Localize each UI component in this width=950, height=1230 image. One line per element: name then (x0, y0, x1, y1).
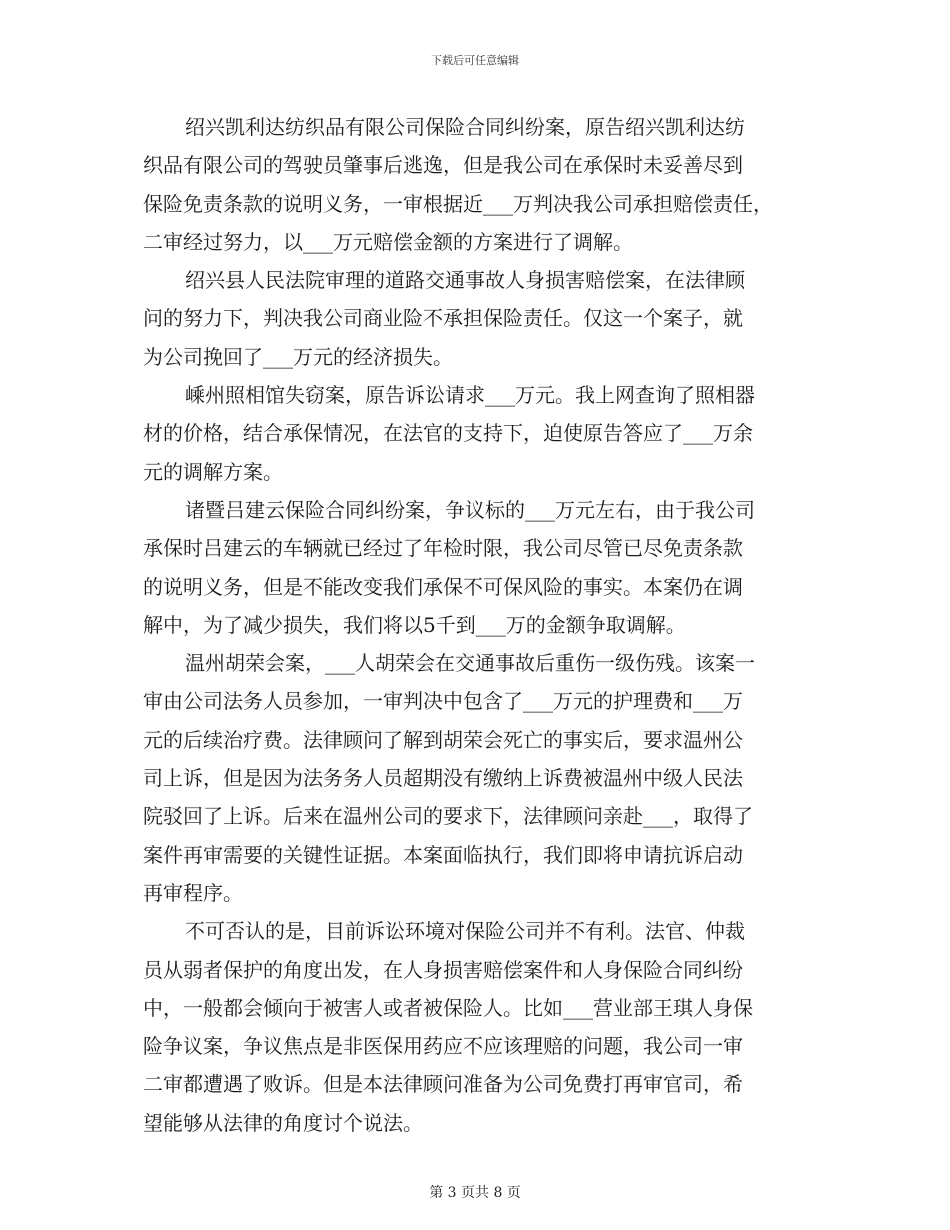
page-number-footer: 第 3 页共 8 页 (429, 1185, 521, 1201)
paragraph-line: 不可否认的是，目前诉讼环境对保险公司并不有利。法官、仲裁 (185, 919, 745, 944)
paragraph-line: 问的努力下，判决我公司商业险不承担保险责任。仅这一个案子，就 (143, 306, 743, 331)
paragraph-line: 审由公司法务人员参加，一审判决中包含了___万元的护理费和___万 (143, 689, 743, 714)
paragraph-line: 保险免责条款的说明义务，一审根据近___万判决我公司承担赔偿责任， (143, 191, 773, 216)
paragraph-line: 元的调解方案。 (143, 459, 283, 484)
paragraph-line: 为公司挽回了___万元的经济损失。 (143, 344, 453, 369)
paragraph-shengzhou-photo-case (143, 376, 813, 491)
paragraph-line: 望能够从法律的角度讨个说法。 (143, 1110, 423, 1135)
paragraph-shaoxing-court-case (143, 261, 813, 376)
paragraph-wenzhou-case (143, 644, 813, 912)
paragraph-line: 解中，为了减少损失，我们将以5千到___万的金额争取调解。 (143, 612, 686, 637)
paragraph-line: 员从弱者保护的角度出发，在人身损害赔偿案件和人身保险合同纠纷 (143, 957, 743, 982)
document-body (143, 108, 813, 1142)
paragraph-line: 材的价格，结合承保情况，在法官的支持下，迫使原告答应了___万余 (143, 421, 753, 446)
paragraph-line: 险争议案，争议焦点是非医保用药应不应该理赔的问题，我公司一审 (143, 1034, 743, 1059)
page-header-note: 下载后可任意编辑 (431, 54, 519, 67)
paragraph-line: 温州胡荣会案，___人胡荣会在交通事故后重伤一级伤残。该案一 (185, 651, 755, 676)
paragraph-line: 院驳回了上诉。后来在温州公司的要求下，法律顾问亲赴___，取得了 (143, 804, 753, 829)
paragraph-zhuji-case (143, 491, 813, 644)
paragraph-line: 绍兴县人民法院审理的道路交通事故人身损害赔偿案，在法律顾 (185, 268, 745, 293)
paragraph-line: 承保时吕建云的车辆就已经过了年检时限，我公司尽管已尽免责条款 (143, 536, 743, 561)
paragraph-line: 的说明义务，但是不能改变我们承保不可保风险的事实。本案仍在调 (143, 574, 743, 599)
paragraph-line: 织品有限公司的驾驶员肇事后逃逸，但是我公司在承保时未妥善尽到 (143, 153, 743, 178)
paragraph-line: 二审都遭遇了败诉。但是本法律顾问准备为公司免费打再审官司，希 (143, 1072, 743, 1097)
paragraph-line: 司上诉，但是因为法务务人员超期没有缴纳上诉费被温州中级人民法 (143, 766, 743, 791)
paragraph-line: 二审经过努力，以___万元赔偿金额的方案进行了调解。 (143, 229, 633, 254)
paragraph-line: 绍兴凯利达纺织品有限公司保险合同纠纷案，原告绍兴凯利达纺 (185, 115, 745, 139)
paragraph-line: 嵊州照相馆失窃案，原告诉讼请求___万元。我上网查询了照相器 (185, 383, 755, 408)
paragraph-line: 中，一般都会倾向于被害人或者被保险人。比如___营业部王琪人身保 (143, 995, 753, 1020)
paragraph-line: 案件再审需要的关键性证据。本案面临执行，我们即将申请抗诉启动 (143, 842, 743, 867)
paragraph-shaoxing-kailida-case (143, 108, 813, 261)
paragraph-line: 诸暨吕建云保险合同纠纷案，争议标的___万元左右，由于我公司 (185, 497, 755, 522)
paragraph-line: 再审程序。 (143, 880, 243, 905)
paragraph-line: 元的后续治疗费。法律顾问了解到胡荣会死亡的事实后，要求温州公 (143, 727, 743, 752)
paragraph-litigation-environment (143, 912, 813, 1142)
